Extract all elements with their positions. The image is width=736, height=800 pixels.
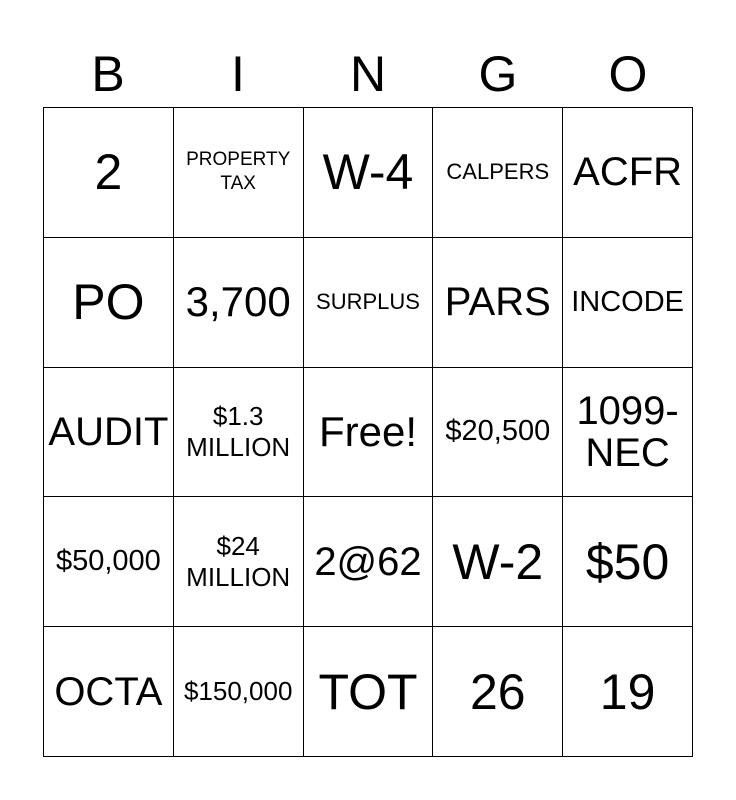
bingo-cell-r1-c4[interactable] — [433, 108, 563, 238]
cell-label: 19 — [599, 663, 656, 720]
bingo-cell-r3-c4[interactable] — [433, 368, 563, 498]
header-letter-n: N — [349, 46, 387, 102]
cell-label: AUDIT — [48, 409, 169, 454]
cell-label: 2@62 — [314, 539, 422, 584]
cell-label: 26 — [469, 663, 526, 720]
bingo-cell-r1-c1[interactable] — [44, 108, 174, 238]
bingo-cell-r5-c2[interactable] — [174, 627, 304, 757]
bingo-cell-r4-c5[interactable] — [563, 497, 693, 627]
header-letter-g: G — [478, 46, 518, 102]
cell-label: INCODE — [571, 285, 684, 318]
bingo-header — [43, 40, 693, 108]
header-letter-b: B — [91, 46, 125, 102]
bingo-cell-r3-c1[interactable] — [44, 368, 174, 498]
bingo-cell-r1-c5[interactable] — [563, 108, 693, 238]
header-letter-o: O — [608, 46, 648, 102]
bingo-cell-r2-c4[interactable] — [433, 238, 563, 368]
cell-label: TOT — [318, 663, 418, 720]
cell-label: OCTA — [54, 669, 163, 714]
header-letter-i: I — [231, 46, 245, 102]
cell-label: $50,000 — [55, 545, 161, 578]
bingo-cell-r1-c3[interactable] — [304, 108, 434, 238]
bingo-cell-r3-c2[interactable] — [174, 368, 304, 498]
cell-label: 2 — [94, 144, 123, 201]
cell-label: $24 MILLION — [186, 530, 291, 592]
bingo-cell-r4-c4[interactable] — [433, 497, 563, 627]
bingo-cell-r4-c2[interactable] — [174, 497, 304, 627]
bingo-cell-r1-c2[interactable] — [174, 108, 304, 238]
bingo-cell-r2-c1[interactable] — [44, 238, 174, 368]
cell-label: PO — [72, 274, 145, 331]
cell-label: 1099- NEC — [576, 388, 679, 475]
cell-label: W-4 — [322, 144, 414, 201]
bingo-cell-r2-c2[interactable] — [174, 238, 304, 368]
cell-label: 3,700 — [185, 278, 291, 326]
bingo-free-space[interactable] — [304, 368, 434, 498]
cell-label: CALPERS — [446, 159, 550, 185]
bingo-cell-r5-c3[interactable] — [304, 627, 434, 757]
bingo-cell-r2-c3[interactable] — [304, 238, 434, 368]
cell-label: SURPLUS — [316, 289, 420, 314]
bingo-cell-r2-c5[interactable] — [563, 238, 693, 368]
bingo-cell-r5-c5[interactable] — [563, 627, 693, 757]
cell-label: $20,500 — [445, 415, 551, 448]
cell-label: W-2 — [452, 533, 544, 590]
bingo-cell-r4-c1[interactable] — [44, 497, 174, 627]
cell-label: ACFR — [573, 150, 683, 195]
bingo-cell-r5-c1[interactable] — [44, 627, 174, 757]
bingo-cell-r4-c3[interactable] — [304, 497, 434, 627]
cell-label: Free! — [318, 407, 417, 455]
bingo-cell-r5-c4[interactable] — [433, 627, 563, 757]
cell-label: $150,000 — [183, 676, 293, 706]
cell-label: $50 — [585, 533, 670, 590]
bingo-grid — [43, 107, 693, 757]
cell-label: $1.3 MILLION — [186, 400, 291, 462]
bingo-cell-r3-c5[interactable] — [563, 368, 693, 498]
cell-label: PROPERTY TAX — [186, 148, 291, 195]
cell-label: PARS — [444, 280, 551, 325]
